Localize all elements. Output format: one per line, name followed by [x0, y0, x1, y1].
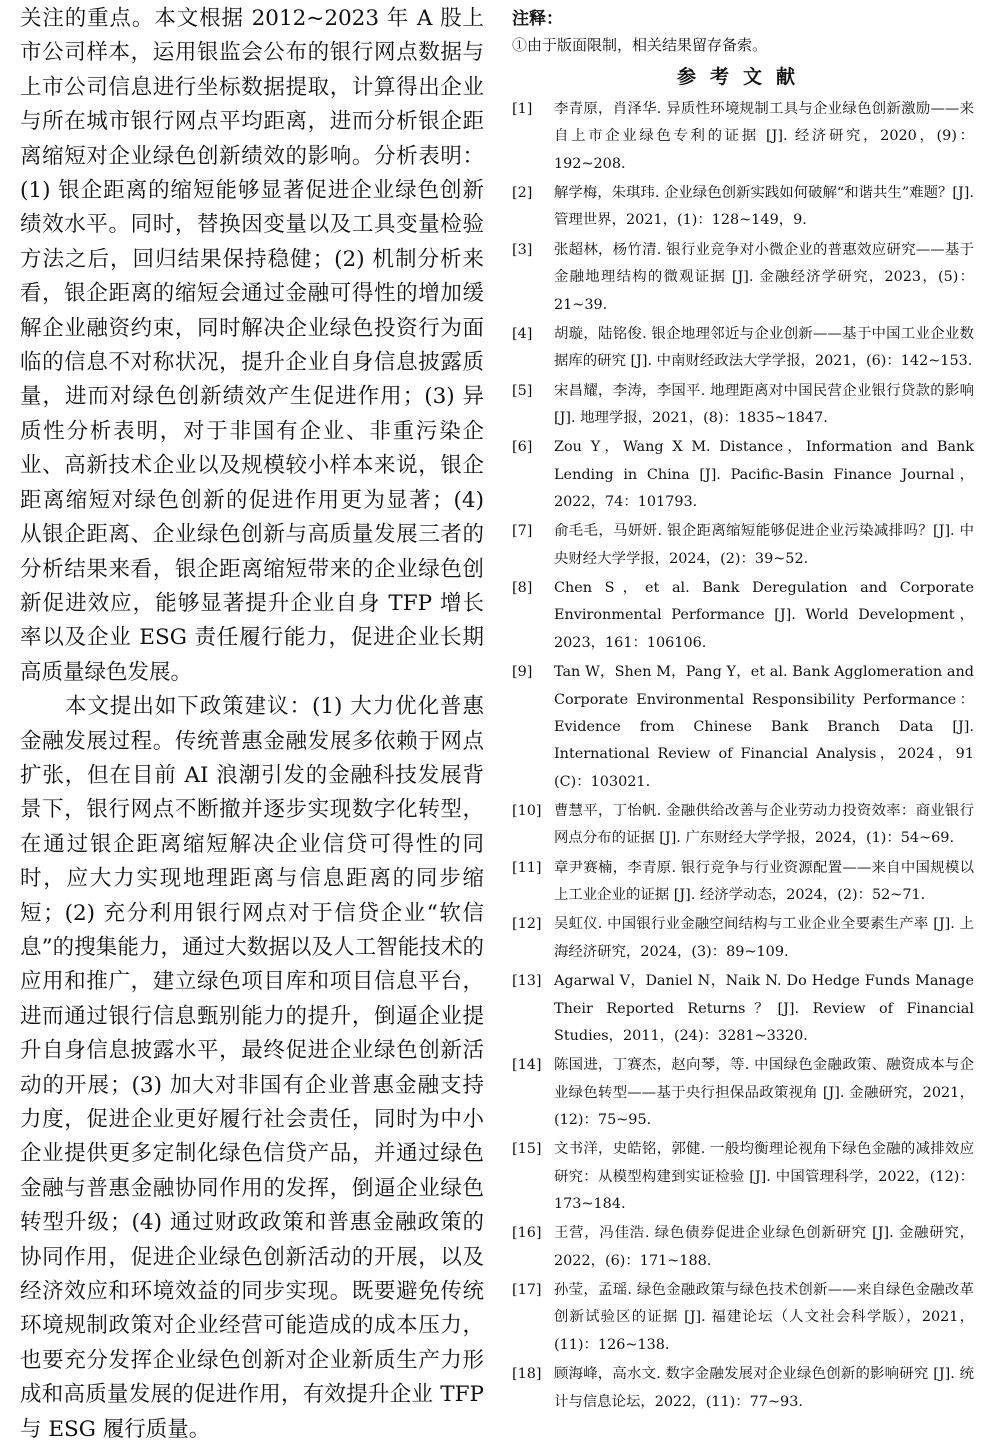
- reference-number: [11]: [512, 859, 542, 876]
- reference-number: [2]: [512, 185, 533, 202]
- reference-text: 孙莹，孟瑶. 绿色金融政策与绿色技术创新——来自绿色金融改革创新试验区的证据 [J]. 福建论坛（人文社会科学版），2021，(11)：126~138.: [554, 1282, 974, 1353]
- reference-item: [512, 855, 974, 910]
- reference-item: [512, 1220, 974, 1275]
- reference-number: [9]: [512, 664, 533, 681]
- notes-and-references-column: [512, 6, 974, 1418]
- conclusion-paragraph: 关注的重点。本文根据 2012~2023 年 A 股上市公司样本，运用银监会公布的银行网点数据与上市公司信息进行坐标数据提取，计算得出企业与所在城市银行网点平均距离，进而分析银企距离缩短对企业绿色创新绩效的影响。分析表明：(1) 银企距离的缩短能够显著促进企业绿色创新绩效水平。同时，替换因变量以及工具变量检验方法之后，回归结果保持稳健；(2) 机制分析来看，银企距离的缩短会通过金融可得性的增加缓解企业融资约束，同时解决企业绿色投资行为面临的信息不对称状况，提升企业自身信息披露质量，进而对绿色创新绩效产生促进作用；(3) 异质性分析表明，对于非国有企业、非重污染企业、高新技术企业以及规模较小样本来说，银企距离缩短对绿色创新的促进作用更为显著；(4) 从银企距离、企业绿色创新与高质量发展三者的分析结果来看，银企距离缩短带来的企业绿色创新促进效应，能够显著提升企业自身 TFP 增长率以及企业 ESG 责任履行能力，促进企业长期高质量绿色发展。: [20, 6, 484, 685]
- reference-item: [512, 575, 974, 657]
- reference-number: [6]: [512, 439, 533, 456]
- reference-text: 张超林，杨竹清. 银行业竞争对小微企业的普惠效应研究——基于金融地理结构的微观证据 [J]. 金融经济学研究，2023，(5)：21~39.: [554, 241, 974, 313]
- reference-number: [4]: [512, 325, 533, 342]
- reference-text: 章尹赛楠，李青原. 银行竞争与行业资源配置——来自中国规模以上工业企业的证据 [J]. 经济学动态，2024，(2)：52~71.: [554, 859, 974, 904]
- reference-number: [1]: [512, 101, 533, 117]
- reference-text: 李青原，肖泽华. 异质性环境规制工具与企业绿色创新激励——来自上市企业绿色专利的证据 [J]. 经济研究，2020，(9)：192~208.: [554, 101, 974, 172]
- reference-item: [512, 659, 974, 796]
- reference-number: [8]: [512, 580, 533, 597]
- reference-text: 王营，冯佳浩. 绿色债券促进企业绿色创新研究 [J]. 金融研究，2022，(6)：171~188.: [554, 1225, 974, 1269]
- reference-text: Tan W，Shen M，Pang Y，et al. Bank Agglomeration and Corporate Environmental Responsibility Performance：Evidence from Chinese Bank Branch Data [J]. International Review of Financial Analysis，2024，91 (C)：103021.: [554, 664, 974, 790]
- reference-text: 吴虹仪. 中国银行业金融空间结构与工业企业全要素生产率 [J]. 上海经济研究，2024，(3)：89~109.: [554, 916, 974, 960]
- reference-number: [7]: [512, 523, 533, 540]
- reference-text: 俞毛毛，马妍妍. 银企距离缩短能够促进企业污染减排吗？[J]. 中央财经大学学报，2024，(2)：39~52.: [554, 523, 974, 567]
- reference-text: Zou Y，Wang X M. Distance，Information and Bank Lending in China [J]. Pacific-Basin Finance Journal，2022，74：101793.: [554, 439, 974, 511]
- reference-number: [12]: [512, 916, 542, 933]
- reference-number: [5]: [512, 382, 533, 399]
- reference-item: [512, 237, 974, 319]
- reference-text: Agarwal V，Daniel N，Naik N. Do Hedge Funds Manage Their Reported Returns？[J]. Review of Financial Studies，2011，(24)：3281~3320.: [554, 973, 974, 1044]
- body-text-column: [20, 2, 484, 1447]
- reference-text: 陈国进，丁赛杰，赵向琴，等. 中国绿色金融政策、融资成本与企业绿色转型——基于央行担保品政策视角 [J]. 金融研究，2021，(12)：75~95.: [554, 1057, 974, 1128]
- reference-number: [17]: [512, 1282, 542, 1299]
- reference-item: [512, 518, 974, 573]
- reference-item: [512, 180, 974, 235]
- reference-text: 胡璇，陆铭俊. 银企地理邻近与企业创新——基于中国工业企业数据库的研究 [J]. 中南财经政法大学学报，2021，(6)：142~153.: [554, 325, 974, 370]
- references-heading: 参考文献: [676, 66, 809, 88]
- reference-item: [512, 1277, 974, 1359]
- reference-number: [3]: [512, 241, 533, 258]
- reference-item: [512, 96, 974, 178]
- reference-item: [512, 911, 974, 966]
- reference-item: [512, 378, 974, 433]
- reference-number: [14]: [512, 1057, 542, 1074]
- reference-number: [10]: [512, 802, 542, 819]
- reference-number: [15]: [512, 1141, 542, 1158]
- reference-number: [18]: [512, 1366, 542, 1383]
- reference-text: 曹慧平，丁怡帆. 金融供给改善与企业劳动力投资效率：商业银行网点分布的证据 [J]. 广东财经大学学报，2024，(1)：54~69.: [554, 802, 974, 847]
- reference-item: [512, 968, 974, 1050]
- reference-number: [16]: [512, 1225, 542, 1242]
- note-item: ①由于版面限制，相关结果留存备索。: [512, 36, 768, 54]
- reference-item: [512, 1052, 974, 1134]
- reference-list: [512, 96, 974, 1416]
- policy-paragraph: 本文提出如下政策建议：(1) 大力优化普惠金融发展过程。传统普惠金融发展多依赖于网点扩张，但在目前 AI 浪潮引发的金融科技发展背景下，银行网点不断撤并逐步实现数字化转型，在通过银企距离缩短解决企业信贷可得性的同时，应大力实现地理距离与信息距离的同步缩短；(2) 充分利用银行网点对于信贷企业“软信息”的搜集能力，通过大数据以及人工智能技术的应用和推广，建立绿色项目库和项目信息平台，进而通过银行信息甄别能力的提升，倒逼企业提升自身信息披露水平，最终促进企业绿色创新活动的开展；(3) 加大对非国有企业普惠金融支持力度，促进企业更好履行社会责任，同时为中小企业提供更多定制化绿色信贷产品，并通过绿色金融与普惠金融协同作用的发挥，倒逼企业绿色转型升级；(4) 通过财政政策和普惠金融政策的协同作用，促进企业绿色创新活动的开展，以及经济效应和环境效益的同步实现。既要避免传统环境规制政策对企业经营可能造成的成本压力，也要充分发挥企业绿色创新对企业新质生产力形成和高质量发展的促进作用，有效提升企业 TFP 与 ESG 履行质量。: [20, 694, 484, 1442]
- reference-item: [512, 798, 974, 853]
- notes-heading: 注释：: [512, 9, 563, 29]
- reference-item: [512, 434, 974, 516]
- reference-text: 宋昌耀，李涛，李国平. 地理距离对中国民营企业银行贷款的影响 [J]. 地理学报，2021，(8)：1835~1847.: [554, 382, 974, 426]
- reference-item: [512, 1361, 974, 1416]
- reference-item: [512, 321, 974, 376]
- reference-item: [512, 1136, 974, 1218]
- reference-text: 解学梅，朱琪玮. 企业绿色创新实践如何破解“和谐共生”难题？[J]. 管理世界，2021，(1)：128~149，9.: [554, 185, 974, 229]
- reference-number: [13]: [512, 973, 542, 990]
- reference-text: Chen S，et al. Bank Deregulation and Corporate Environmental Performance [J]. World Development，2023，161：106106.: [554, 580, 974, 651]
- reference-text: 文书洋，史皓铭，郭健. 一般均衡理论视角下绿色金融的减排效应研究：从模型构建到实证检验 [J]. 中国管理科学，2022，(12)：173~184.: [554, 1141, 974, 1213]
- reference-text: 顾海峰，高水文. 数字金融发展对企业绿色创新的影响研究 [J]. 统计与信息论坛，2022，(11)：77~93.: [554, 1366, 974, 1410]
